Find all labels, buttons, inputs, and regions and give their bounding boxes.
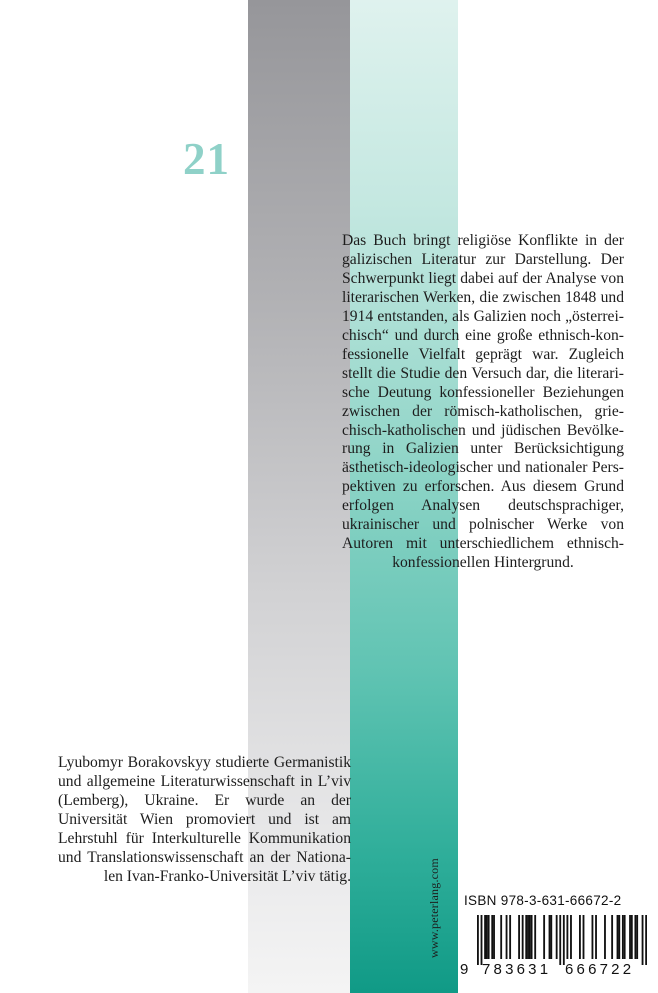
barcode-bar [566,915,568,959]
barcode-bar [488,915,490,959]
barcode-right-group: 666722 [565,961,635,978]
barcode-bar [500,915,502,959]
barcode-bar [506,915,508,959]
barcode-bar [527,915,529,959]
barcode-bar [563,915,565,965]
barcode-bar [509,915,511,959]
isbn-label: ISBN 978-3-631-66672-2 [464,893,622,908]
barcode-bar [604,915,606,959]
barcode-bar [550,915,552,959]
barcode-bar [522,915,524,959]
publisher-website: www.peterlang.com [427,858,441,958]
barcode-bar [622,915,624,959]
barcode-bar [493,915,495,959]
barcode-bar [645,915,647,965]
barcode-bar [631,915,633,959]
barcode-bar [484,915,486,959]
barcode-bar [642,915,644,965]
barcode-left-group: 783631 [482,961,552,978]
barcode-bar [629,915,631,959]
series-number: 21 [183,134,230,184]
barcode-bar [583,915,585,959]
barcode-bar [636,915,638,959]
barcode-bar [618,915,620,959]
barcode-bar [543,915,545,959]
barcode-bars [463,915,647,965]
book-blurb: Das Buch bringt religiöse Konflikte in der galizischen Literatur zur Darstellung. Der Schwerpunkt liegt dabei auf der Analyse von literarischen Werken, die zwischen 1848 und 1914 entstanden, als Galizien noch „österreichisch“ und durch eine große ethnisch-konfessionelle Vielfalt geprägt war. Zugleich stellt die Studie den Versuch dar, die literarische Deutung konfessioneller Beziehungen zwischen der römisch-katholischen, griechisch-katholischen und jüdischen Bevölkerung in Galizien unter Berücksichtigung ästhetisch-ideologischer und nationaler Perspektiven zu erforschen. Aus diesem Grund erfolgen Analysen deutschsprachiger, ukrainischer und polnischer Werke von Autoren mit unterschiedlichem ethnisch-konfessionellen Hintergrund. [342,232,624,572]
barcode-bar [531,915,533,959]
barcode-bar [579,915,581,959]
barcode-bar [525,915,527,959]
barcode-digits [460,961,650,981]
barcode-bar [529,915,531,959]
barcode-bar [534,915,536,959]
author-bio: Lyubomyr Borakovskyy studierte Germanistik und allgemeine Literaturwissenschaft in L’viv (Lemberg), Ukraine. Er wurde an der Universität Wien promoviert und ist am Lehrstuhl für Interkulturelle Kommunikation und Translationswissenschaft an der Nationalen Ivan-Franko-Universität L’viv tätig. [58,754,351,885]
isbn-barcode [460,891,650,984]
barcode-bar [634,915,636,959]
barcode-bar [481,915,483,965]
barcode-bar [624,915,626,959]
barcode-first-digit: 9 [460,961,469,978]
barcode-bar [556,915,558,959]
barcode-bar [595,915,597,959]
barcode-bar [486,915,488,959]
barcode-bar [592,915,594,959]
barcode-bar [477,915,479,965]
barcode-bar [559,915,561,965]
barcode-bar [611,915,613,959]
barcode-bar [549,915,551,959]
barcode-bar [518,915,520,959]
barcode-bar [570,915,572,959]
barcode-bar [617,915,619,959]
barcode-bar [491,915,493,959]
